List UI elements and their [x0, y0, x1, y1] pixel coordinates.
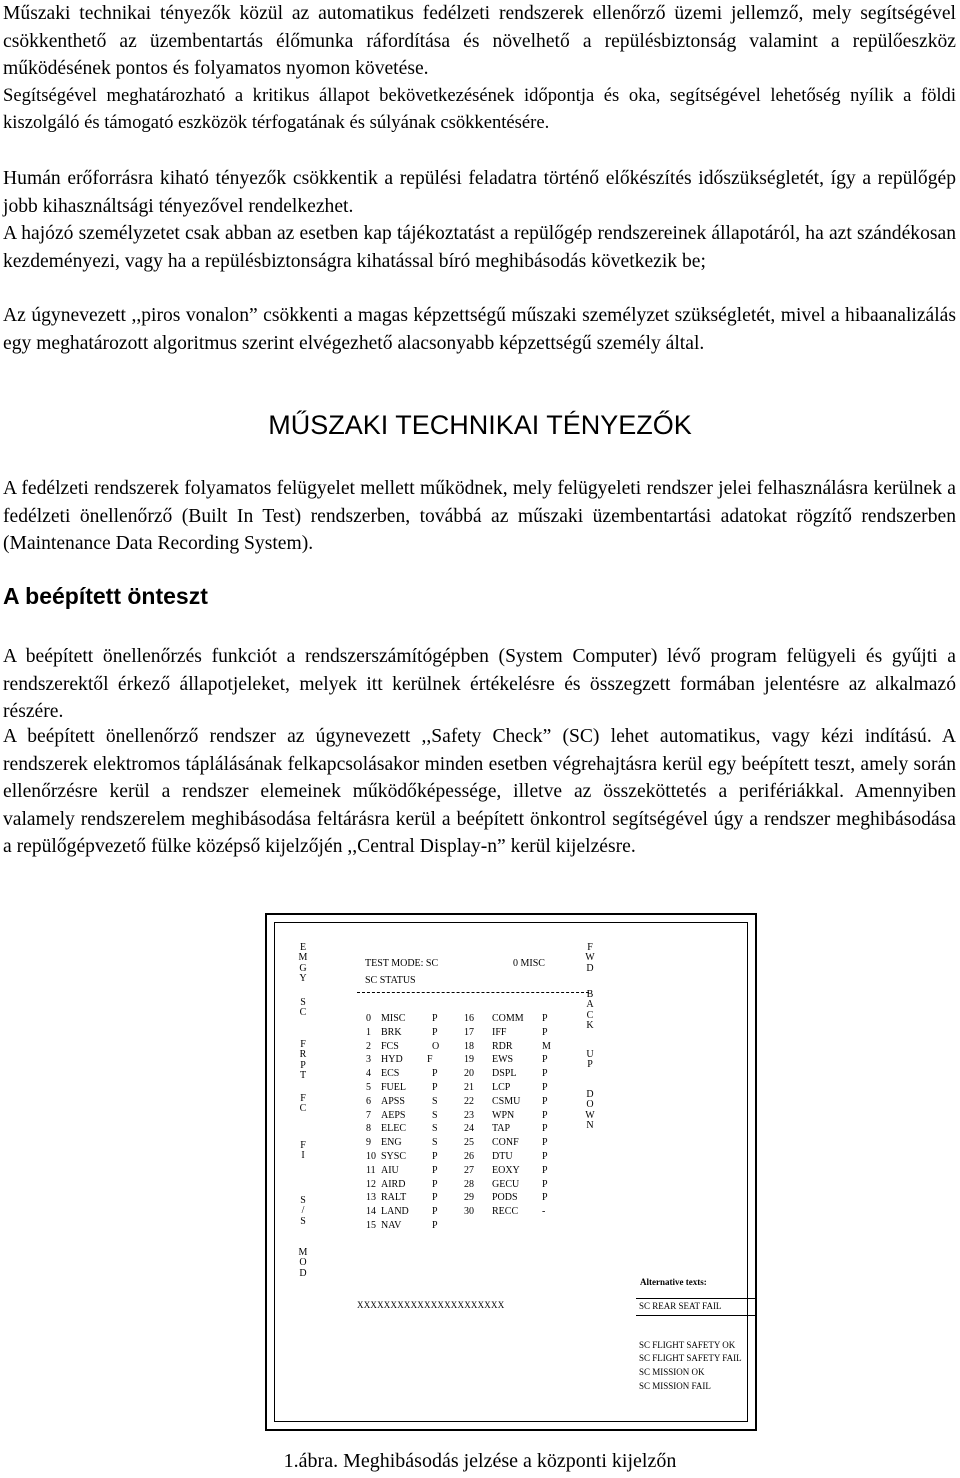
alternative-texts-divider: [636, 1315, 756, 1316]
status-cell: 22: [464, 1095, 474, 1107]
status-cell: P: [542, 1068, 548, 1080]
status-cell: LCP: [492, 1082, 511, 1093]
left-label-emgy: E M G Y: [298, 942, 308, 985]
test-mode-label: TEST MODE: SC: [365, 958, 439, 969]
sc-status-label: SC STATUS: [365, 975, 416, 986]
status-cell: 9: [366, 1137, 371, 1149]
alternative-text-item: SC REAR SEAT FAIL: [639, 1301, 722, 1311]
right-label-fwd: F W D: [585, 942, 595, 974]
status-cell: 16: [464, 1013, 474, 1024]
status-cell: P: [432, 1013, 438, 1024]
paragraph-onboard-systems: A fedélzeti rendszerek folyamatos felügyelet mellett működnek, mely felügyeleti rendszer jelei felhasználásra kerülnek a fedélzeti önellenőrző (Built In Test) rendszerben, továbbá az műszaki üzembentartási adatokat rögzítő rendszerben (Maintenance Data Recording System).: [3, 478, 956, 555]
status-cell: 26: [464, 1151, 474, 1162]
status-cell: -: [542, 1206, 546, 1218]
status-cell: RALT: [381, 1192, 407, 1204]
status-cell: ELEC: [381, 1123, 406, 1135]
alternative-text-item: SC MISSION OK: [639, 1367, 705, 1377]
section-heading: A beépített önteszt: [3, 583, 208, 609]
status-cell: 8: [366, 1123, 371, 1135]
status-cell: CONF: [492, 1137, 519, 1149]
status-cell: NAV: [381, 1220, 402, 1231]
status-cell: F: [427, 1054, 433, 1066]
status-cell: P: [542, 1178, 548, 1190]
paragraph-self-test: A beépített önellenőrzés funkciót a rendszerszámítógépben (System Computer) lévő program felügyeli és gyűjti a rendszerektől érkező állapotjeleket, melyek itt kerülnek értékelésre és összegzett formában jelentésre az alkalmazó részére.: [3, 646, 956, 723]
status-cell: COMM: [492, 1013, 524, 1024]
alternative-texts-title: Alternative texts:: [640, 1277, 707, 1287]
status-cell: 30: [464, 1206, 474, 1218]
status-cell: P: [432, 1026, 438, 1038]
status-cell: 17: [464, 1026, 474, 1038]
status-cell: ECS: [381, 1068, 400, 1080]
left-label-fi: F I: [300, 1140, 306, 1162]
status-cell: 11: [366, 1164, 376, 1176]
paragraph-critical-state: Segítségével meghatározható a kritikus állapot bekövetkezésének időpontja és oka, segítségével lehetőség nyílik a földi kiszolgáló és támogató eszközök térfogatának és súlyának csökkentésére.: [3, 85, 956, 133]
left-label-frpt: F R P T: [299, 1039, 307, 1082]
paragraph-red-line: Az úgynevezett ,,piros vonalon” csökkenti a magas képzettségű műszaki személyzet szükségletét, mivel a hibaanalizálás egy meghatározott algoritmus szerint elvégezhető alacsonyabb képzettségű személy által.: [3, 305, 956, 354]
status-cell: 4: [366, 1068, 371, 1080]
status-cell: 23: [464, 1109, 474, 1121]
status-cell: RDR: [492, 1040, 513, 1052]
left-label-fc: F C: [299, 1093, 307, 1115]
status-cell: APSS: [381, 1095, 405, 1107]
status-cell: P: [432, 1164, 438, 1176]
status-cell: FCS: [381, 1040, 399, 1052]
status-cell: P: [432, 1151, 438, 1162]
paragraph-human-resources: Humán erőforrásra kiható tényezők csökkentik a repülési feladatra történő előkészítés időszükségletét, így a repülőgép jobb kihasználtsági tényezővel rendelkezhet.: [3, 168, 956, 217]
status-cell: 10: [366, 1151, 376, 1162]
left-label-ss: S / S: [300, 1195, 306, 1227]
status-cell: P: [542, 1095, 548, 1107]
status-cell: S: [432, 1095, 438, 1107]
status-cell: 21: [464, 1082, 474, 1093]
status-cell: FUEL: [381, 1082, 406, 1093]
status-cell: M: [542, 1040, 551, 1052]
page-title: MŰSZAKI TECHNIKAI TÉNYEZŐK: [268, 410, 692, 440]
status-cell: DSPL: [492, 1068, 517, 1080]
status-cell: RECC: [492, 1206, 519, 1218]
status-cell: TAP: [492, 1123, 511, 1135]
status-cell: 24: [464, 1123, 474, 1135]
status-cell: P: [542, 1164, 548, 1176]
paragraph-intro: Műszaki technikai tényezők közül az automatikus fedélzeti rendszerek ellenőrző üzemi jellemző, mely segítségével csökkenthető az üzembentartás élőmunka ráfordítása és növelhető a repülésbiztonság valamint a repülőeszköz működésének pontos és folyamatos nyomon követése.: [3, 3, 956, 80]
status-cell: 27: [464, 1164, 474, 1176]
status-cell: S: [432, 1109, 438, 1121]
status-cell: CSMU: [492, 1095, 521, 1107]
status-cell: 19: [464, 1054, 474, 1066]
alternative-text-item: SC FLIGHT SAFETY FAIL: [639, 1353, 742, 1363]
status-cell: 3: [366, 1054, 371, 1066]
status-cell: P: [542, 1137, 548, 1149]
status-cell: GECU: [492, 1178, 520, 1190]
status-cell: P: [542, 1082, 548, 1093]
status-cell: P: [542, 1013, 548, 1024]
status-cell: 1: [366, 1026, 371, 1038]
status-cell: 0: [366, 1013, 371, 1024]
status-cell: 20: [464, 1068, 474, 1080]
status-divider: [357, 992, 589, 993]
status-cell: P: [432, 1178, 438, 1190]
right-label-back: B A C K: [586, 989, 594, 1032]
status-cell: 7: [366, 1109, 371, 1121]
status-cell: P: [542, 1192, 548, 1204]
status-cell: P: [432, 1082, 438, 1093]
figure-caption: 1.ábra. Meghibásodás jelzése a központi kijelzőn: [283, 1450, 677, 1472]
misc-label: 0 MISC: [513, 958, 545, 969]
status-cell: MISC: [381, 1013, 406, 1024]
status-cell: EWS: [492, 1054, 514, 1066]
status-cell: P: [542, 1123, 548, 1135]
status-cell: AIRD: [381, 1178, 406, 1190]
status-cell: AIU: [381, 1164, 399, 1176]
status-cell: 13: [366, 1192, 376, 1204]
status-cell: 29: [464, 1192, 474, 1204]
alternative-text-item: SC MISSION FAIL: [639, 1381, 711, 1391]
status-cell: S: [432, 1137, 438, 1149]
paragraph-safety-check: A beépített önellenőrző rendszer az úgynevezett ,,Safety Check” (SC) lehet automatikus, vagy kézi indítású. A rendszerek elektromos táplálásának felkapcsolásakor minden esetben végrehajtásra kerül egy beépített teszt, amely során ellenőrzésre kerül a rendszer elemeinek működőképessége, illetve az összeköttetés a perifériákkal. Amennyiben valamely rendszerelem meghibásodása feltárásra kerül a beépített önkontrol segítségével úgy a rendszer meghibásodása a repülőgépvezető fülke középső kijelzőjén ,,Central Display-n” kerül kijelzésre.: [3, 726, 956, 858]
status-cell: AEPS: [381, 1109, 406, 1121]
status-cell: 14: [366, 1206, 376, 1218]
left-label-sc: S C: [299, 997, 307, 1019]
status-cell: 28: [464, 1178, 474, 1190]
status-cell: 12: [366, 1178, 376, 1190]
right-label-up: U P: [586, 1049, 594, 1071]
status-cell: HYD: [381, 1054, 403, 1066]
status-cell: 15: [366, 1220, 376, 1231]
status-cell: 18: [464, 1040, 474, 1052]
left-label-mod: M O D: [298, 1247, 308, 1279]
status-cell: P: [542, 1109, 548, 1121]
alternative-texts-divider: [636, 1298, 756, 1299]
status-cell: P: [542, 1026, 548, 1038]
status-cell: P: [432, 1206, 438, 1218]
status-cell: BRK: [381, 1026, 402, 1038]
status-cell: 5: [366, 1082, 371, 1093]
status-cell: EOXY: [492, 1164, 520, 1176]
status-cell: 25: [464, 1137, 474, 1149]
xx-line: XXXXXXXXXXXXXXXXXXXXXX: [357, 1300, 505, 1310]
status-cell: P: [432, 1192, 438, 1204]
status-cell: S: [432, 1123, 438, 1135]
status-cell: WPN: [492, 1109, 515, 1121]
alternative-text-item: SC FLIGHT SAFETY OK: [639, 1340, 736, 1350]
status-cell: IFF: [492, 1026, 507, 1038]
status-cell: ENG: [381, 1137, 402, 1149]
right-label-down: D O W N: [585, 1089, 595, 1132]
status-cell: P: [542, 1054, 548, 1066]
status-cell: DTU: [492, 1151, 513, 1162]
status-cell: LAND: [381, 1206, 409, 1218]
status-cell: P: [432, 1068, 438, 1080]
status-cell: P: [542, 1151, 548, 1162]
status-cell: SYSC: [381, 1151, 407, 1162]
status-cell: PODS: [492, 1192, 518, 1204]
status-cell: P: [432, 1220, 438, 1231]
status-cell: O: [432, 1040, 440, 1052]
status-cell: 2: [366, 1040, 371, 1052]
status-cell: 6: [366, 1095, 371, 1107]
paragraph-crew-info: A hajózó személyzetet csak abban az esetben kap tájékoztatást a repülőgép rendszereinek állapotáról, ha azt szándékosan kezdeményezi, vagy ha a repülésbiztonságra kihatással bíró meghibásodás következik be;: [3, 223, 956, 272]
